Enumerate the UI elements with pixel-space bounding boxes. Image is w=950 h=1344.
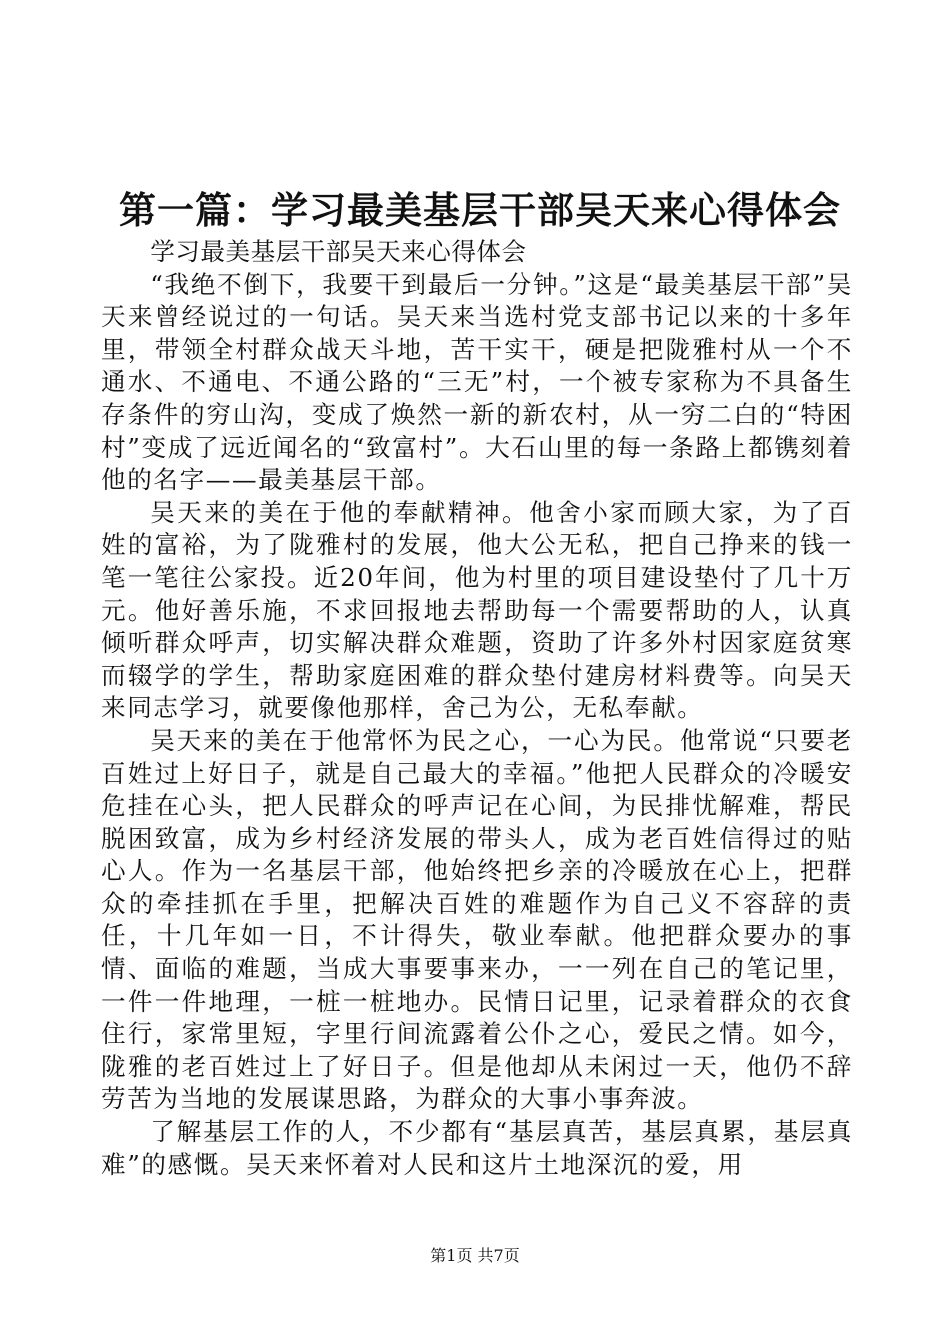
body-text xyxy=(101,236,853,1181)
page-title: 第一篇：学习最美基层干部吴天来心得体会 xyxy=(119,188,841,232)
paragraph-2: 吴天来的美在于他的奉献精神。他舍小家而顾大家，为了百姓的富裕，为了陇雅村的发展，他大公无私，把自己挣来的钱一笔一笔往公家投。近20年间，他为村里的项目建设垫付了几十万元。他好善乐施，不求回报地去帮助每一个需要帮助的人，认真倾听群众呼声，切实解决群众难题，资助了许多外村因家庭贫寒而辍学的学生，帮助家庭困难的群众垫付建房材料费等。向吴天来同志学习，就要像他那样，舍己为公，无私奉献。 xyxy=(101,497,853,723)
subtitle-paragraph: 学习最美基层干部吴天来心得体会 xyxy=(150,237,527,266)
page-number-footer: 第1页 共7页 xyxy=(430,1246,520,1265)
paragraph-3: 吴天来的美在于他常怀为民之心，一心为民。他常说“只要老百姓过上好日子，就是自己最大的幸福。”他把人民群众的冷暖安危挂在心头，把人民群众的呼声记在心间，为民排忧解难，帮民脱困致富，成为乡村经济发展的带头人，成为老百姓信得过的贴心人。作为一名基层干部，他始终把乡亲的冷暖放在心上，把群众的牵挂抓在手里，把解决百姓的难题作为自己义不容辞的责任，十几年如一日，不计得失，敬业奉献。他把群众要办的事情、面临的难题，当成大事要事来办，一一列在自己的笔记里，一件一件地理，一桩一桩地办。民情日记里，记录着群众的衣食住行，家常里短，字里行间流露着公仆之心，爱民之情。如今，陇雅的老百姓过上了好日子。但是他却从未闲过一天，他仍不辞劳苦为当地的发展谋思路，为群众的大事小事奔波。 xyxy=(101,725,853,1114)
paragraph-1: “我绝不倒下，我要干到最后一分钟。”这是“最美基层干部”吴天来曾经说过的一句话。吴天来当选村党支部书记以来的十多年里，带领全村群众战天斗地，苦干实干，硬是把陇雅村从一个不通水、不通电、不通公路的“三无”村，一个被专家称为不具备生存条件的穷山沟，变成了焕然一新的新农村，从一穷二白的“特困村”变成了远近闻名的“致富村”。大石山里的每一条路上都镌刻着他的名字——最美基层干部。 xyxy=(101,269,853,495)
paragraph-4: 了解基层工作的人，不少都有“基层真苦，基层真累，基层真难”的感慨。吴天来怀着对人民和这片土地深沉的爱，用 xyxy=(101,1117,853,1179)
